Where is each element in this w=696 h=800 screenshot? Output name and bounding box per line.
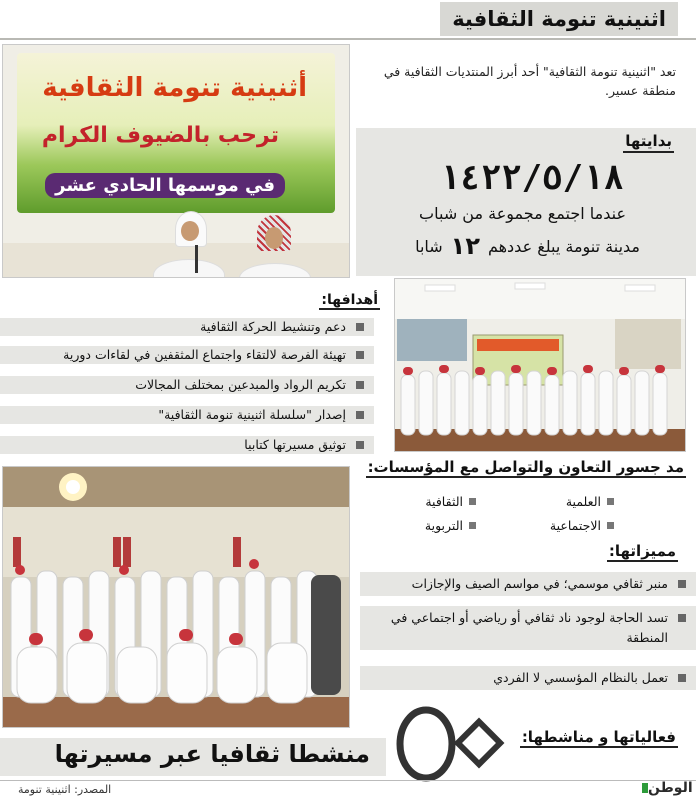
logo-text: الوطن <box>648 780 693 796</box>
header-divider <box>0 38 696 40</box>
activities-label: فعالياتها و مناشطها: <box>521 728 676 746</box>
bridge-text: الثقافية <box>425 494 463 509</box>
beginnings-label: بدايتها <box>623 132 674 153</box>
activities-text: منشطا ثقافيا عبر مسيرتها <box>54 740 370 768</box>
bridges-label: مد جسور التعاون والتواصل مع المؤسسات: <box>367 458 684 476</box>
bridge-text: العلمية <box>565 494 601 509</box>
bullet-icon <box>356 351 364 359</box>
goal-item <box>0 346 374 364</box>
bridge-item <box>425 494 476 509</box>
beginnings-line2 <box>415 232 640 260</box>
beginnings-line1: عندما اجتمع مجموعة من شباب <box>419 204 626 223</box>
large-group-illustration <box>3 467 349 727</box>
person-face <box>265 227 283 249</box>
group-hall-illustration <box>395 279 685 451</box>
bullet-icon <box>356 411 364 419</box>
footer-divider <box>0 780 696 781</box>
goal-text: إصدار "سلسلة اثنينية تنومة الثقافية" <box>158 407 346 422</box>
bullet-icon <box>678 580 686 588</box>
bridge-item <box>566 494 614 509</box>
feature-text: تسد الحاجة لوجود ناد ثقافي أو رياضي أو اجتماعي في المنطقة <box>390 610 668 645</box>
bullet-icon <box>607 498 614 505</box>
page-title: اثنينية تنومة الثقافية <box>440 2 678 36</box>
goal-text: دعم وتنشيط الحركة الثقافية <box>200 319 346 334</box>
feature-item <box>360 606 696 650</box>
bullet-icon <box>356 441 364 449</box>
beginnings-line2-text: مدينة تنومة يبلغ عددهم <box>487 236 640 256</box>
intro-text: تعد "اثنينية تنومة الثقافية" أحد أبرز المنتديات الثقافية في منطقة عسير. <box>383 64 676 98</box>
bullet-icon <box>678 674 686 682</box>
banner-welcome: ترحب بالضيوف الكرام <box>41 123 279 148</box>
goal-item <box>0 376 374 394</box>
goal-item <box>0 318 374 336</box>
goal-text: تكريم الرواد والمبدعين بمختلف المجالات <box>135 377 346 392</box>
feature-item <box>360 572 696 596</box>
founding-date: ١٤٢٢/٥/١٨ <box>439 158 624 198</box>
activities-count: ٥٠ <box>452 782 454 783</box>
photo-event-banner <box>2 44 350 278</box>
event-banner <box>17 53 335 213</box>
bullet-icon <box>356 323 364 331</box>
microphone <box>195 245 198 273</box>
goal-text: تهيئة الفرصة لالتقاء واجتماع المثقفين في لقاءات دورية <box>63 347 346 362</box>
source-credit: المصدر: اثنينية تنومة <box>18 783 112 796</box>
feature-text: تعمل بالنظام المؤسسي لا الفردي <box>493 670 668 685</box>
beginnings-line2-suffix: شابا <box>415 236 443 256</box>
person-face <box>181 221 199 241</box>
feature-item <box>360 666 696 690</box>
bullet-icon <box>469 522 476 529</box>
goal-item <box>0 406 374 424</box>
goal-text: توثيق مسيرتها كتابيا <box>244 437 346 452</box>
feature-text: منبر ثقافي موسمي؛ في مواسم الصيف والإجازات <box>411 576 668 591</box>
bridge-item <box>550 518 614 533</box>
banner-title: أثنينية تنومة الثقافية <box>42 73 307 103</box>
features-label: مميزاتها: <box>608 542 676 560</box>
bridge-item <box>425 518 476 533</box>
goal-item <box>0 436 374 454</box>
photo-group-hall <box>394 278 686 452</box>
activities-count-graphic <box>392 704 512 784</box>
bullet-icon <box>607 522 614 529</box>
founders-count: ١٢ <box>450 232 480 260</box>
bridge-text: الاجتماعية <box>549 518 601 533</box>
bullet-icon <box>678 614 686 622</box>
bullet-icon <box>356 381 364 389</box>
goals-label: أهدافها: <box>321 292 378 308</box>
bridge-text: التربوية <box>424 518 463 533</box>
bullet-icon <box>469 498 476 505</box>
banner-season: في موسمها الحادي عشر <box>45 173 285 198</box>
publisher-logo <box>640 780 693 796</box>
photo-large-group <box>2 466 350 728</box>
